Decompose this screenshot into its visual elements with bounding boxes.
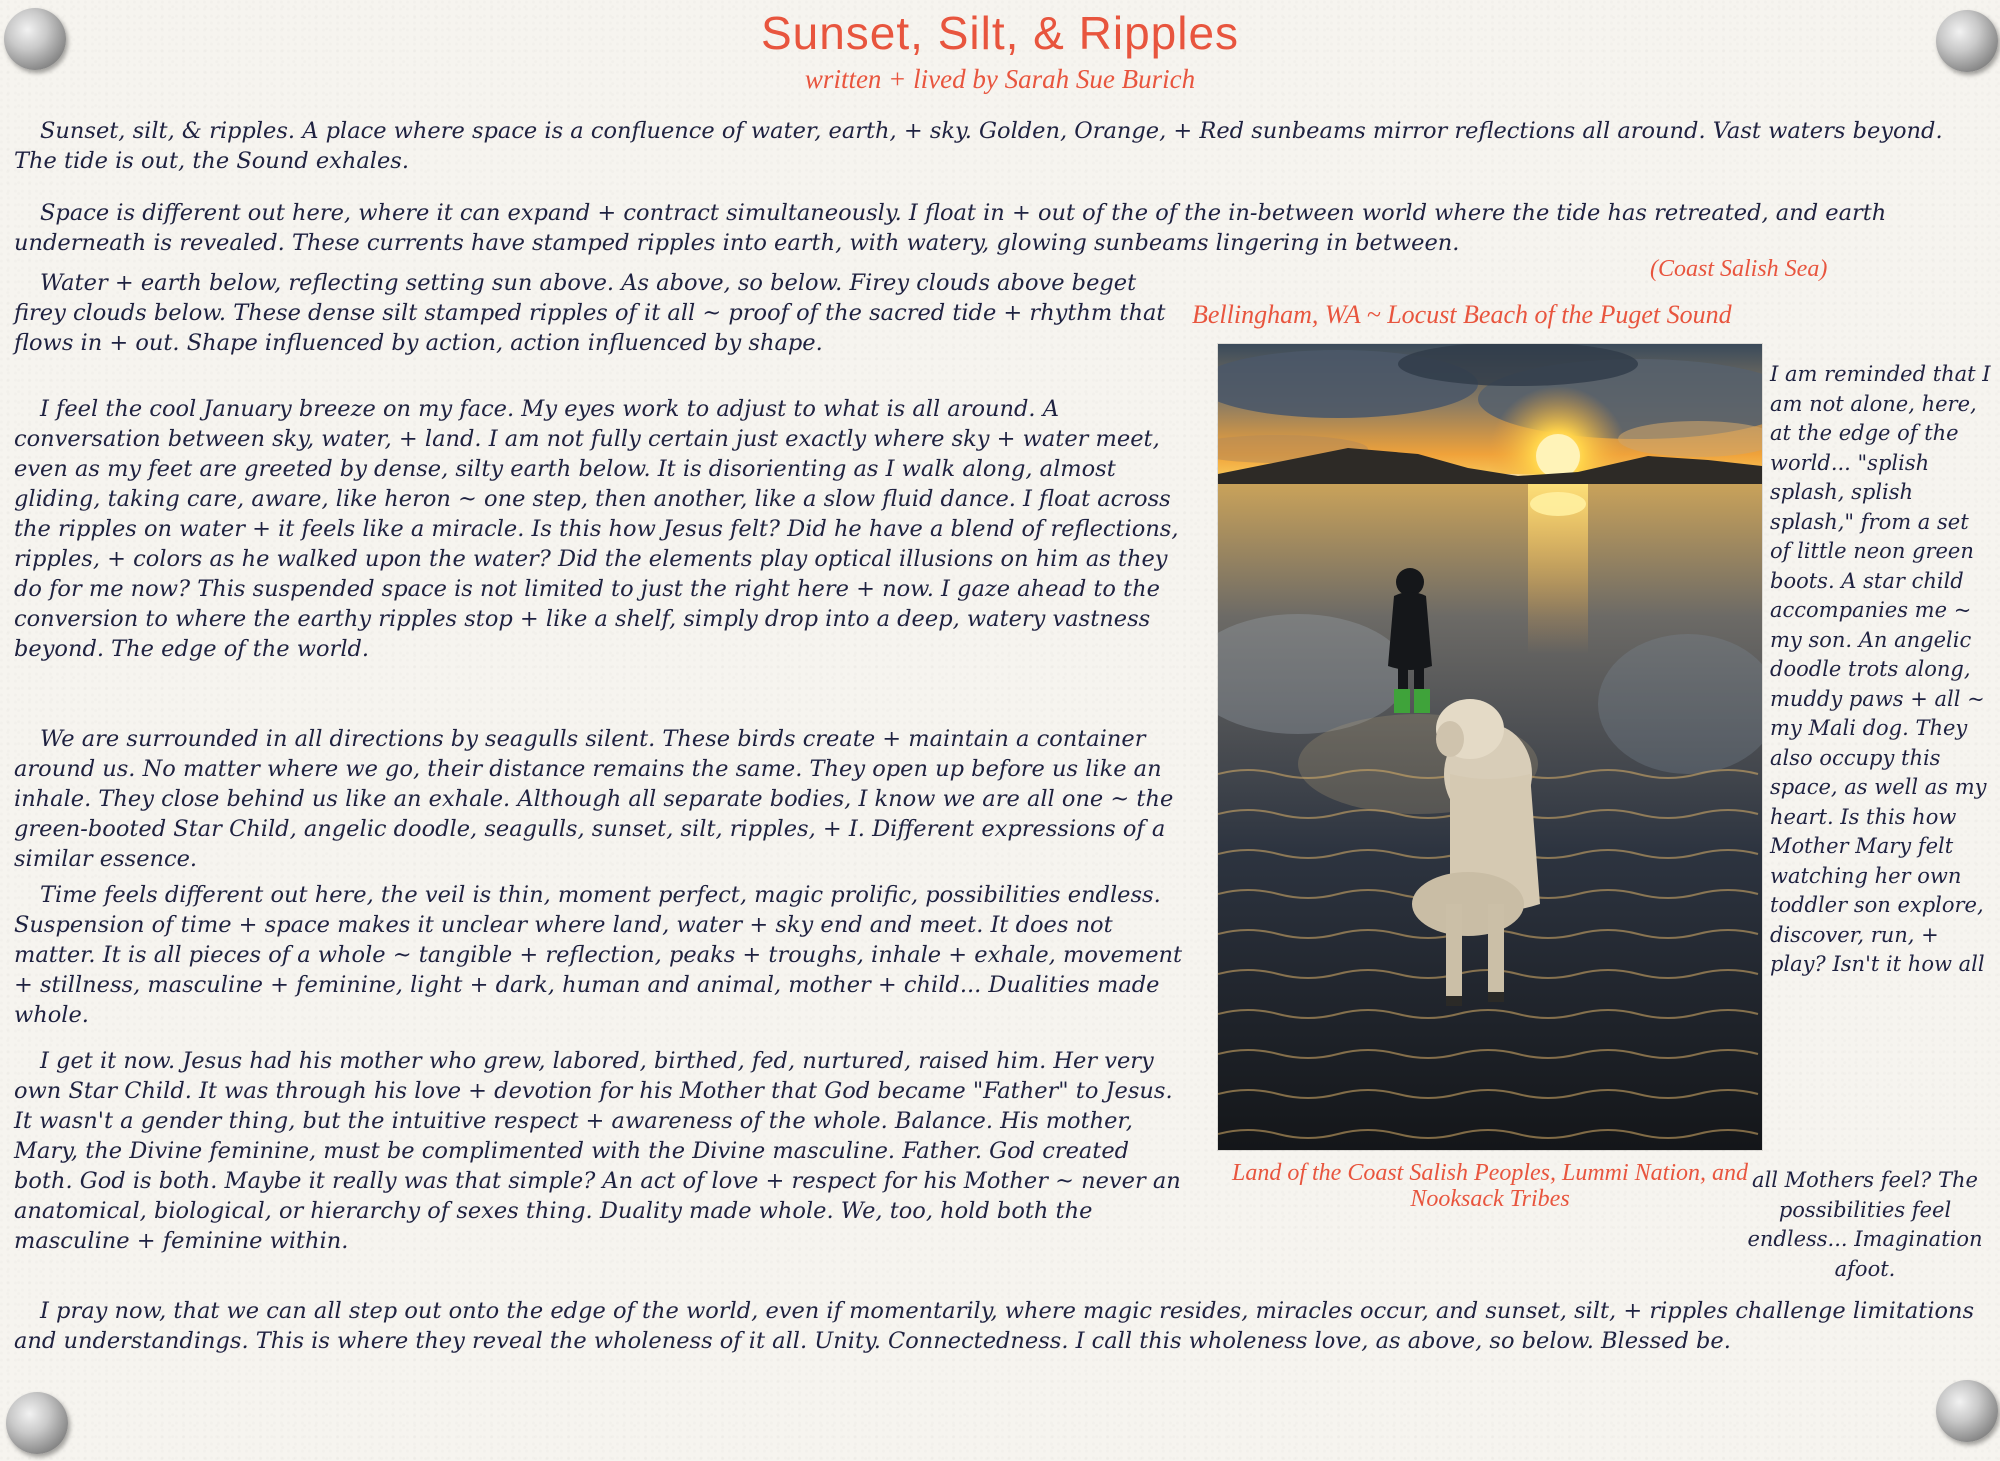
photo-caption-location: Bellingham, WA ~ Locust Beach of the Puget Sound xyxy=(1192,300,1732,329)
paragraph-1: Sunset, silt, & ripples. A place where space is a confluence of water, earth, + sky. Golden, Orange, + Red sunbeams mirror reflections all around. Vast waters beyond. The tide is out, the Sound exhales. xyxy=(14,118,1943,174)
sidebar-reflection: I am reminded that I am not alone, here, at the edge of the world... "splish splash, splish splash," from a set of little neon green boots. A star child accompanies me ~ my son. An angelic doodle trots along, muddy paws + all ~ my Mali dog. They also occupy this space, as well as my heart. Is this how Mother Mary felt watching her own toddler son explore, discover, run, + play? Isn't it how all xyxy=(1770,362,1991,976)
beach-photo xyxy=(1218,344,1762,1150)
paragraph-3: Water + earth below, reflecting setting sun above. As above, so below. Firey clouds above beget firey clouds below. These dense silt stamped ripples of it all ~ proof of the sacred tide + rhythm that flows in + out. Shape influenced by action, action influenced by shape. xyxy=(14,270,1166,356)
paragraph-6: Time feels different out here, the veil is thin, moment perfect, magic prolific, possibilities endless. Suspension of time + space makes it unclear where land, water + sky end and meet. It does not matter. It is all pieces of a whole ~ tangible + reflection, peaks + troughs, inhale + exhale, movement + stillness, masculine + feminine, light + dark, human and animal, mother + child... Dualities made whole. xyxy=(14,882,1183,1028)
paragraph-4: I feel the cool January breeze on my face. My eyes work to adjust to what is all around. A conversation between sky, water, + land. I am not fully certain just exactly where sky + water meet, even as my feet are greeted by dense, silty earth below. It is disorienting as I walk along, almost gliding, taking care, aware, like heron ~ one step, then another, like a slow fluid dance. I float across the ripples on water + it feels like a miracle. Is this how Jesus felt? Did he have a blend of reflections, ripples, + colors as he walked upon the water? Did the elements play optical illusions on him as they do for me now? This suspended space is not limited to just the right here + now. I gaze ahead to the conversion to where the earthy ripples stop + like a shelf, simply drop into a deep, watery vastness beyond. The edge of the world. xyxy=(14,396,1179,662)
sidebar-closing: all Mothers feel? The possibilities feel endless... Imagination afoot. xyxy=(1747,1168,1983,1281)
paragraph-8: I pray now, that we can all step out onto the edge of the world, even if momentarily, where magic resides, miracles occur, and sunset, silt, + ripples challenge limitations and understandings. This is where they reveal the wholeness of it all. Unity. Connectedness. I call this wholeness love, as above, so below. Blessed be. xyxy=(14,1298,1975,1354)
magnet-bottom-right xyxy=(1936,1380,1998,1442)
paragraph-7: I get it now. Jesus had his mother who grew, labored, birthed, fed, nurtured, raised him. Her very own Star Child. It was through his love + devotion for his Mother that God became "Father" to Jesus. It wasn't a gender thing, but the intuitive respect + awareness of the whole. Balance. His mother, Mary, the Divine feminine, must be complimented with the Divine masculine. Father. God created both. God is both. Maybe it really was that simple? An act of love + respect for his Mother ~ never an anatomical, biological, or hierarchy of sexes thing. Duality made whole. We, too, hold both the masculine + feminine within. xyxy=(14,1048,1181,1254)
paragraph-5: We are surrounded in all directions by seagulls silent. These birds create + maintain a container around us. No matter where we go, their distance remains the same. They open up before us like an inhale. They close behind us like an exhale. Although all separate bodies, I know we are all one ~ the green-booted Star Child, angelic doodle, seagulls, sunset, silt, ripples, + I. Different expressions of a similar essence. xyxy=(14,726,1174,872)
photo-caption-land: Land of the Coast Salish Peoples, Lummi Nation, and Nooksack Tribes xyxy=(1231,1160,1749,1212)
magnet-bottom-left xyxy=(6,1392,68,1454)
byline: written + lived by Sarah Sue Burich xyxy=(804,64,1196,94)
page-title: Sunset, Silt, & Ripples xyxy=(760,7,1240,59)
photo-note-sea: (Coast Salish Sea) xyxy=(1650,256,1828,282)
paragraph-2: Space is different out here, where it can expand + contract simultaneously. I float in + out of the of the in-between world where the tide has retreated, and earth underneath is revealed. These currents have stamped ripples into earth, with watery, glowing sunbeams lingering in between. xyxy=(14,200,1887,256)
